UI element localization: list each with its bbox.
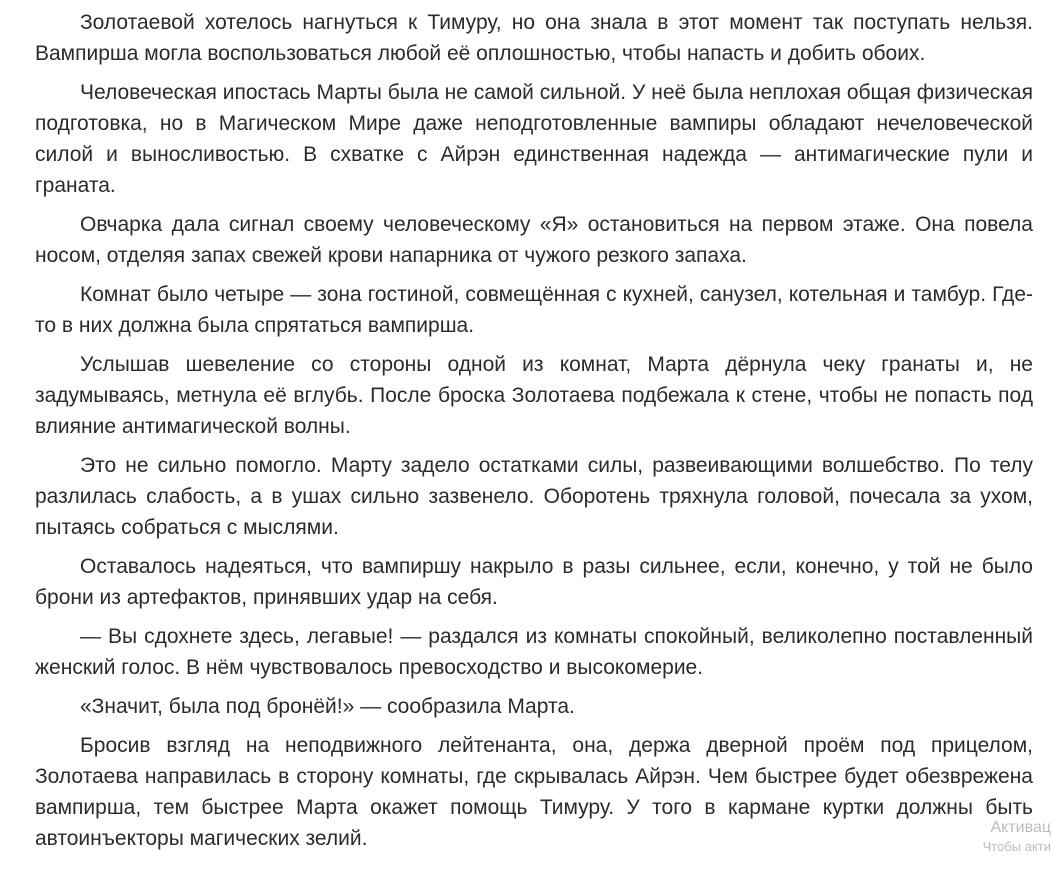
paragraph-4: Комнат было четыре — зона гостиной, совмещённая с кухней, санузел, котельная и тамбур. Где-то в них должна была спрятаться вампирша. [35, 283, 1033, 337]
paragraph-2: Человеческая ипостась Марты была не самой сильной. У неё была неплохая общая физическая подготовка, но в Магическом Мире даже неподготовленные вампиры обладают нечеловеческой силой и выносливостью. В схватке с Айрэн единственная надежда — антимагические пули и граната. [35, 81, 1033, 197]
paragraph-9: «Значит, была под бронёй!» — сообразила Марта. [80, 695, 575, 718]
paragraph-5: Услышав шевеление со стороны одной из комнат, Марта дёрнула чеку гранаты и, не задумываясь, метнула её вглубь. После броска Золотаева подбежала к стене, чтобы не попасть под влияние антимагической волны. [35, 353, 1033, 438]
paragraph-3: Овчарка дала сигнал своему человеческому «Я» остановиться на первом этаже. Она повела носом, отделяя запах свежей крови напарника от чужого резкого запаха. [35, 213, 1033, 267]
document-page [35, 7, 1033, 862]
paragraph-8: — Вы сдохнете здесь, легавые! — раздался из комнаты спокойный, великолепно поставленный женский голос. В нём чувствовалось превосходство и высокомерие. [35, 625, 1033, 679]
paragraph-1: Золотаевой хотелось нагнуться к Тимуру, но она знала в этот момент так поступать нельзя. Вампирша могла воспользоваться любой её оплошностью, чтобы напасть и добить обоих. [35, 11, 1033, 65]
paragraph-7: Оставалось надеяться, что вампиршу накрыло в разы сильнее, если, конечно, у той не было брони из артефактов, принявших удар на себя. [35, 555, 1033, 609]
paragraph-6: Это не сильно помогло. Марту задело остатками силы, развеивающими волшебство. По телу разлилась слабость, а в ушах сильно зазвенело. Оборотень тряхнула головой, почесала за ухом, пытаясь собраться с мыслями. [35, 454, 1033, 539]
watermark-title: Активац [990, 819, 1051, 836]
paragraph-10: Бросив взгляд на неподвижного лейтенанта, она, держа дверной проём под прицелом, Золотаева направилась в сторону комнаты, где скрывалась Айрэн. Чем быстрее будет обезврежена вампирша, тем быстрее Марта окажет помощь Тимуру. У того в кармане куртки должны быть автоинъекторы магических зелий. [35, 734, 1033, 850]
watermark-subtitle: Чтобы акти [982, 839, 1051, 854]
